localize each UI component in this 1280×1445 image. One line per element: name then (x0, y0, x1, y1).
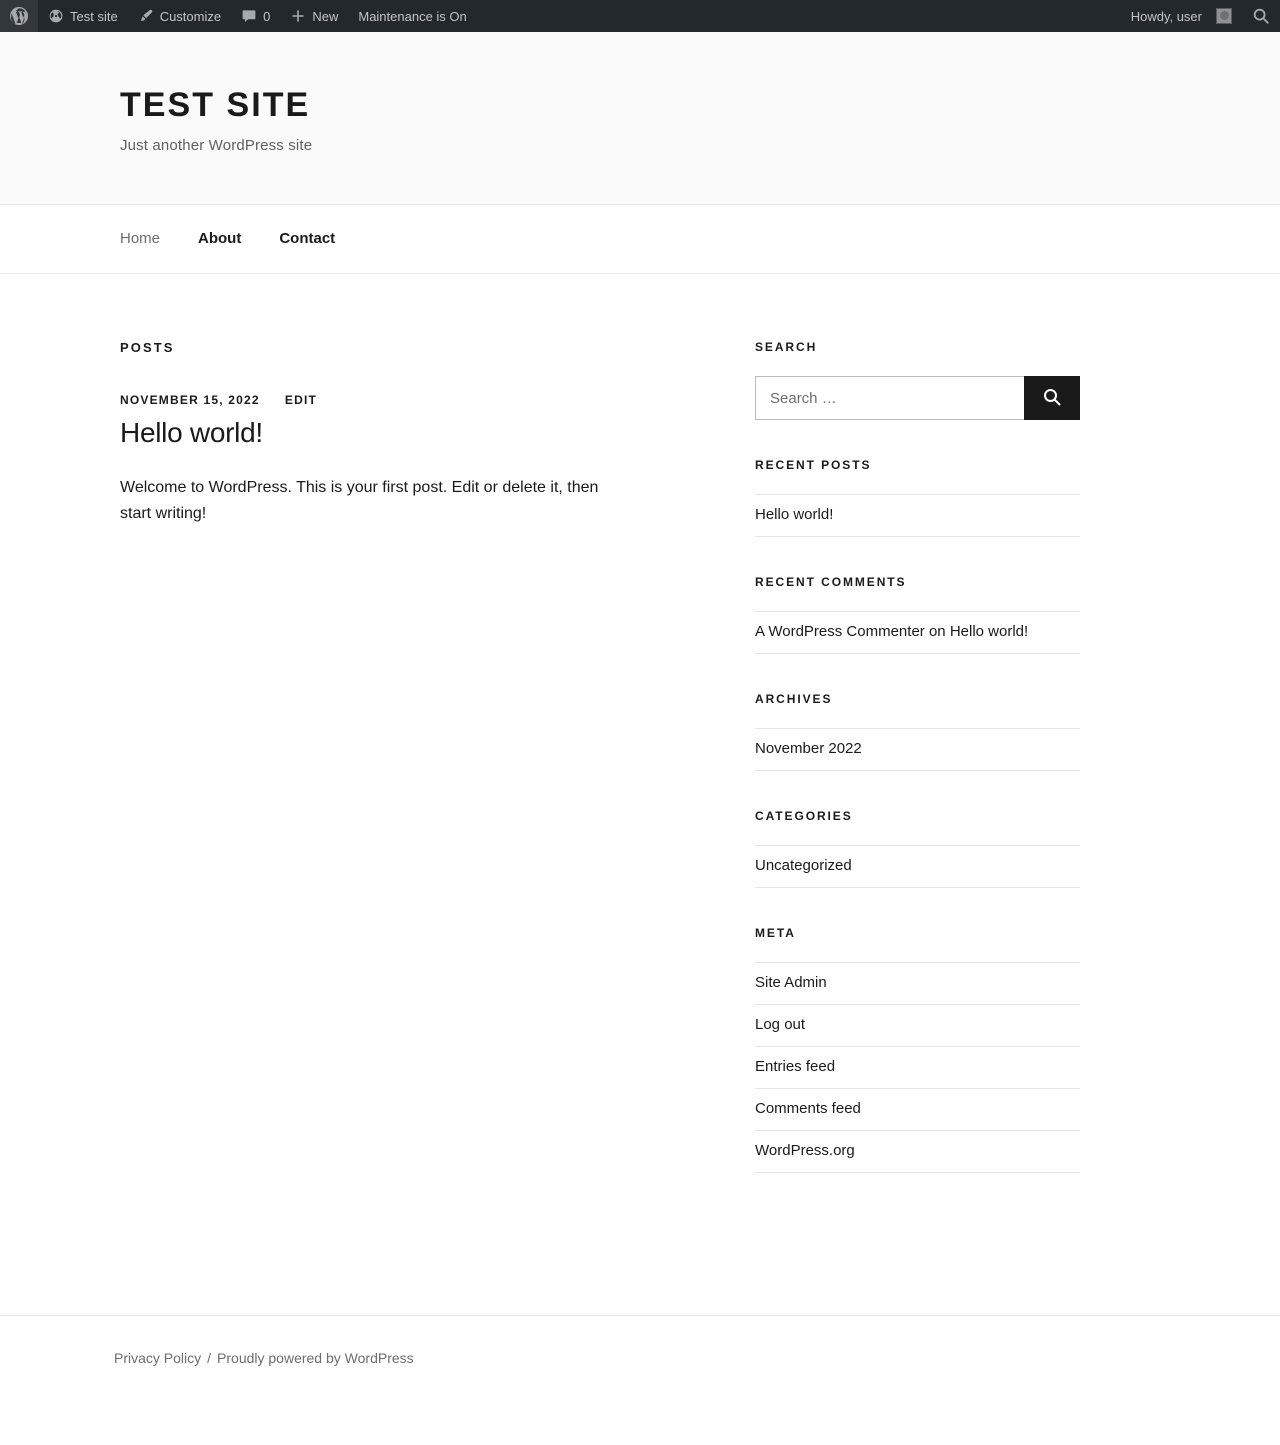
widget-search (755, 340, 1080, 420)
search-icon (1252, 7, 1270, 25)
post-date-link[interactable]: NOVEMBER 15, 2022 (120, 393, 260, 407)
nav-item-about[interactable] (198, 230, 241, 248)
widget-recent-comments (755, 575, 1080, 654)
page-title[interactable]: TEST SITE (120, 86, 311, 124)
list-item[interactable] (755, 1089, 1080, 1131)
widget-title-categories: CATEGORIES (755, 809, 853, 823)
paintbrush-icon (138, 8, 154, 24)
archives-list (755, 728, 1080, 771)
meta-link-log-out[interactable]: Log out (755, 1016, 806, 1033)
adminbar-customize[interactable] (128, 0, 231, 32)
widget-recent-posts (755, 458, 1080, 537)
wordpress-logo-button[interactable] (0, 0, 38, 32)
user-avatar (1216, 8, 1232, 24)
adminbar-my-account[interactable] (1121, 0, 1242, 32)
comment-author: A WordPress Commenter (755, 623, 925, 640)
list-item[interactable] (755, 1047, 1080, 1089)
list-item[interactable] (755, 1005, 1080, 1047)
widget-title-recent-posts: RECENT POSTS (755, 458, 872, 472)
recent-post-link[interactable]: Hello world! (755, 506, 834, 523)
widget-title-archives: ARCHIVES (755, 692, 833, 706)
site-footer (0, 1315, 1280, 1406)
adminbar-comments-count: 0 (263, 8, 271, 24)
widget-title-meta: META (755, 926, 796, 940)
list-item[interactable] (755, 728, 1080, 771)
category-link[interactable]: Uncategorized (755, 857, 852, 874)
meta-link-wordpress-org[interactable]: WordPress.org (755, 1142, 855, 1159)
widget-archives (755, 692, 1080, 771)
list-item[interactable] (755, 1131, 1080, 1173)
adminbar-howdy-label: Howdy, user (1130, 8, 1202, 24)
list-item[interactable] (755, 611, 1080, 654)
meta-link-entries-feed[interactable]: Entries feed (755, 1058, 836, 1075)
widget-categories (755, 809, 1080, 888)
widget-title-search: SEARCH (755, 340, 818, 354)
search-submit-button[interactable] (1024, 376, 1080, 420)
widget-meta (755, 926, 1080, 1173)
comment-bubble-icon (241, 8, 257, 24)
recent-posts-list (755, 494, 1080, 537)
privacy-policy-link[interactable]: Privacy Policy (114, 1350, 202, 1366)
post-title-link[interactable]: Hello world! (120, 417, 263, 448)
meta-link-site-admin[interactable]: Site Admin (755, 974, 827, 991)
adminbar-search-button[interactable] (1242, 0, 1280, 32)
adminbar-customize-label: Customize (159, 8, 222, 24)
primary-navigation (0, 205, 1280, 274)
comment-post-link[interactable]: Hello world! (949, 623, 1029, 640)
adminbar-new-label: New (312, 8, 339, 24)
dashboard-icon (48, 8, 64, 24)
adminbar-site-name[interactable] (38, 0, 128, 32)
site-description: Just another WordPress site (120, 137, 313, 154)
main-content (120, 340, 700, 526)
posts-section-label: POSTS (120, 340, 175, 355)
nav-list (120, 205, 1160, 273)
meta-list (755, 962, 1080, 1173)
adminbar-site-name-label: Test site (70, 8, 118, 24)
meta-link-comments-feed[interactable]: Comments feed (755, 1100, 861, 1117)
post-edit-link[interactable]: EDIT (284, 393, 318, 407)
content-area (90, 274, 1190, 1211)
nav-link-contact[interactable]: Contact (279, 230, 336, 247)
search-input[interactable] (755, 376, 1024, 420)
nav-item-home[interactable] (120, 230, 160, 248)
list-item[interactable] (755, 962, 1080, 1005)
search-form (755, 376, 1080, 420)
recent-comments-list (755, 611, 1080, 654)
search-icon (1042, 387, 1062, 410)
wordpress-logo-icon (9, 6, 29, 26)
adminbar-maintenance-label: Maintenance is On (358, 8, 467, 24)
adminbar-new-content[interactable] (280, 0, 348, 32)
nav-link-home[interactable]: Home (120, 230, 161, 247)
post-article (120, 393, 660, 526)
adminbar-comments[interactable] (231, 0, 280, 32)
footer-separator: / (207, 1350, 212, 1366)
widget-title-recent-comments: RECENT COMMENTS (755, 575, 907, 589)
wordpress-credit-link[interactable]: Proudly powered by WordPress (217, 1350, 414, 1366)
archive-link[interactable]: November 2022 (755, 740, 862, 757)
adminbar-maintenance-status[interactable] (348, 0, 476, 32)
adminbar-right-group (1121, 0, 1280, 32)
plus-icon (290, 8, 306, 24)
sidebar (755, 340, 1080, 1211)
site-header (0, 32, 1280, 205)
wp-admin-bar (0, 0, 1280, 32)
categories-list (755, 845, 1080, 888)
post-title (120, 417, 660, 449)
nav-item-contact[interactable] (279, 230, 335, 248)
nav-link-about[interactable]: About (198, 230, 242, 247)
post-meta (120, 393, 660, 407)
post-content (120, 475, 660, 526)
comment-connector: on (924, 623, 950, 640)
post-excerpt: Welcome to WordPress. This is your first post. Edit or delete it, then start writing! (120, 479, 599, 522)
list-item[interactable] (755, 845, 1080, 888)
list-item[interactable] (755, 494, 1080, 537)
